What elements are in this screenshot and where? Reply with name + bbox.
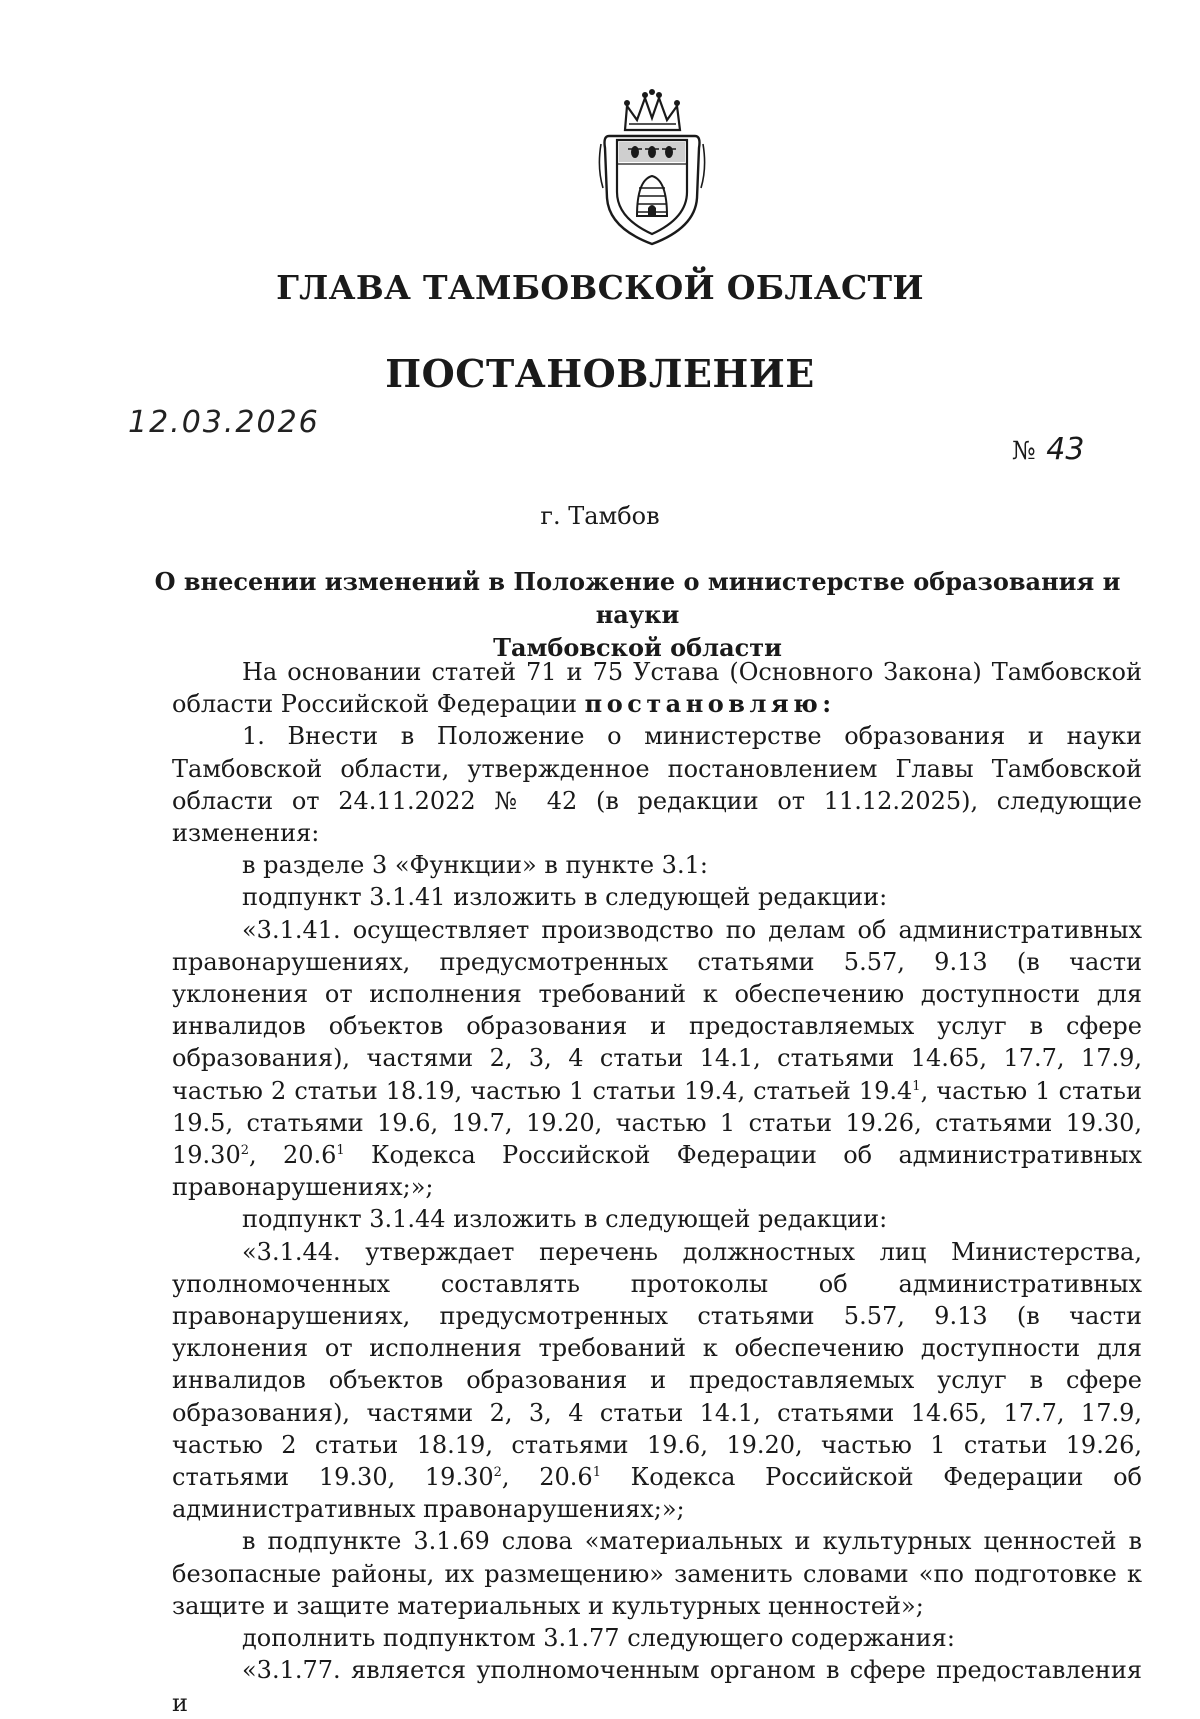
text-run: Кодекса Российской Федерации об административных правонарушениях;»; — [172, 1463, 1142, 1524]
text-run: «3.1.41. осуществляет производство по делам об административных правонарушениях, предусмотренных статьями 5.57, 9.13 (в части уклонения от исполнения требований к обеспечению доступности для инвалидов объектов образования и предоставляемых услуг в сфере образования), частями 2, 3, 4 статьи 14.1, статьями 14.65, 17.7, 17.9, частью 2 статьи 18.19, частью 1 статьи 19.4, статьей 19.4 — [172, 915, 1142, 1105]
paragraph-subitem-3144-intro: подпункт 3.1.44 изложить в следующей редакции: — [242, 1205, 888, 1234]
number-label: № — [1012, 436, 1036, 465]
paragraph-subitem-3177-intro: дополнить подпунктом 3.1.77 следующего содержания: — [242, 1624, 955, 1653]
text-run: , 20.6 — [501, 1463, 593, 1492]
text-run: , частью 1 статьи 19.5, статьями 19.6, 19.7, 19.20, частью 1 статьи 19.26, статьями 19.30, 19.30 — [172, 1076, 1142, 1170]
document-type-title: ПОСТАНОВЛЕНИЕ — [385, 351, 815, 396]
document-body — [172, 656, 1142, 1719]
paragraph-preamble — [172, 656, 1142, 720]
coat-of-arms-icon — [595, 88, 710, 248]
preamble-emphasis: постановляю — [584, 689, 823, 719]
text-run: Кодекса Российской Федерации об административных правонарушениях;»; — [172, 1141, 1142, 1202]
superscript: 1 — [592, 1465, 601, 1481]
subject-line-2: Тамбовской области — [493, 633, 782, 662]
subject-line-1: О внесении изменений в Положение о министерстве образования и науки — [154, 567, 1121, 629]
paragraph-subitem-3177: «3.1.77. является уполномоченным органом в сфере предоставления и — [172, 1656, 1142, 1717]
superscript: 1 — [912, 1078, 921, 1094]
superscript: 2 — [240, 1143, 249, 1159]
authority-title: ГЛАВА ТАМБОВСКОЙ ОБЛАСТИ — [276, 268, 924, 307]
superscript: 1 — [336, 1143, 345, 1159]
paragraph-subitem-3141 — [172, 914, 1142, 1204]
document-number — [1012, 432, 1084, 467]
paragraph-section-3: в разделе 3 «Функции» в пункте 3.1: — [242, 851, 708, 880]
number-value: 43 — [1046, 432, 1085, 467]
paragraph-subitem-3169: в подпункте 3.1.69 слова «материальных и культурных ценностей в безопасные районы, их размещению» заменить словами «по подготовке к защите и защите материальных и культурных ценностей»; — [172, 1527, 1142, 1620]
preamble-text: На основании статей 71 и 75 Устава (Основного Закона) Тамбовской области Российской Федерации — [172, 658, 1142, 719]
superscript: 2 — [493, 1465, 502, 1481]
document-date: 12.03.2026 — [128, 405, 320, 440]
text-run: «3.1.44. утверждает перечень должностных лиц Министерства, уполномоченных составлять протоколы об административных правонарушениях, предусмотренных статьями 5.57, 9.13 (в части уклонения от исполнения требований к обеспечению доступности для инвалидов объектов образования и предоставляемых услуг в сфере образования), частями 2, 3, 4 статьи 14.1, статьями 14.65, 17.7, 17.9, частью 2 статьи 18.19, статьями 19.6, 19.20, частью 1 статьи 19.26, статьями 19.30, 19.30 — [172, 1237, 1142, 1492]
paragraph-item-1: 1. Внести в Положение о министерстве образования и науки Тамбовской области, утвержденное постановлением Главы Тамбовской области от 24.11.2022 № 42 (в редакции от 11.12.2025), следующие изменения: — [172, 722, 1142, 848]
paragraph-subitem-3144 — [172, 1236, 1142, 1526]
text-run: , 20.6 — [249, 1141, 337, 1170]
document-subject — [150, 565, 1125, 664]
city-label: г. Тамбов — [540, 502, 660, 530]
paragraph-subitem-3141-intro: подпункт 3.1.41 изложить в следующей редакции: — [242, 883, 888, 912]
preamble-colon: : — [822, 689, 832, 719]
